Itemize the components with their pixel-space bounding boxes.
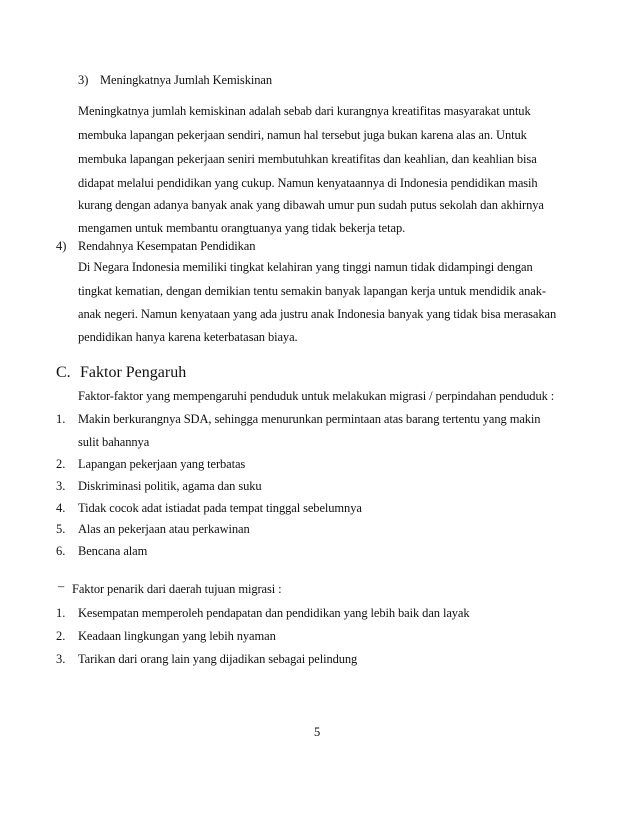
list-number: 3. [56,479,66,493]
section-c-title: Faktor Pengaruh [80,364,187,381]
section-c-intro: Faktor-faktor yang mempengaruhi penduduk untuk melakukan migrasi / perpindahan penduduk : [78,389,555,403]
list-item: Alas an pekerjaan atau perkawinan [78,522,250,536]
list-item: Keadaan lingkungan yang lebih nyaman [78,629,276,643]
page-number: 5 [314,725,321,739]
paragraph-line: anak negeri. Namun kenyataan yang ada justru anak Indonesia banyak yang tidak bisa merasakan [78,307,557,321]
list-item: Tidak cocok adat istiadat pada tempat tinggal sebelumnya [78,501,362,515]
pull-factor-heading: Faktor penarik dari daerah tujuan migrasi : [72,582,282,596]
list-item: Lapangan pekerjaan yang terbatas [78,457,246,471]
paragraph-line: Di Negara Indonesia memiliki tingkat kelahiran yang tinggi namun tidak didampingi dengan [78,260,533,274]
paragraph-line: Meningkatnya jumlah kemiskinan adalah sebab dari kurangnya kreatifitas masyarakat untuk [78,104,531,118]
list-number: 1. [56,412,66,426]
section-3-number: 3) [78,73,89,87]
list-item: Diskriminasi politik, agama dan suku [78,479,262,493]
list-number: 2. [56,629,66,643]
list-item-continued: sulit bahannya [78,435,150,449]
list-item: Makin berkurangnya SDA, sehingga menurunkan permintaan atas barang tertentu yang makin [78,412,541,426]
section-4-title: Rendahnya Kesempatan Pendidikan [78,239,256,253]
list-item: Kesempatan memperoleh pendapatan dan pendidikan yang lebih baik dan layak [78,606,470,620]
list-item: Bencana alam [78,544,148,558]
paragraph-line: mengamen untuk membantu orangtuanya yang tidak bekerja tetap. [78,221,406,235]
paragraph-line: kurang dengan adanya banyak anak yang dibawah umur pun sudah putus sekolah dan akhirnya [78,198,544,212]
list-number: 2. [56,457,66,471]
list-number: 5. [56,522,66,536]
paragraph-line: membuka lapangan pekerjaan sendiri, namun hal tersebut juga bukan karena alas an. Untuk [78,128,527,142]
bullet-dash: – [58,579,65,593]
list-number: 3. [56,652,66,666]
section-4-number: 4) [56,239,67,253]
list-number: 6. [56,544,66,558]
list-item: Tarikan dari orang lain yang dijadikan sebagai pelindung [78,652,358,666]
section-c-label: C. [56,364,71,381]
list-number: 4. [56,501,66,515]
paragraph-line: pendidikan hanya karena keterbatasan biaya. [78,330,298,344]
section-3-title: Meningkatnya Jumlah Kemiskinan [100,73,272,87]
list-number: 1. [56,606,66,620]
paragraph-line: membuka lapangan pekerjaan seniri membutuhkan kreatifitas dan keahlian, dan keahlian bisa [78,152,537,166]
paragraph-line: tingkat kematian, dengan demikian tentu semakin banyak lapangan kerja untuk mendidik anak- [78,284,546,298]
paragraph-line: didapat melalui pendidikan yang cukup. Namun kenyataannya di Indonesia pendidikan masih [78,176,538,190]
